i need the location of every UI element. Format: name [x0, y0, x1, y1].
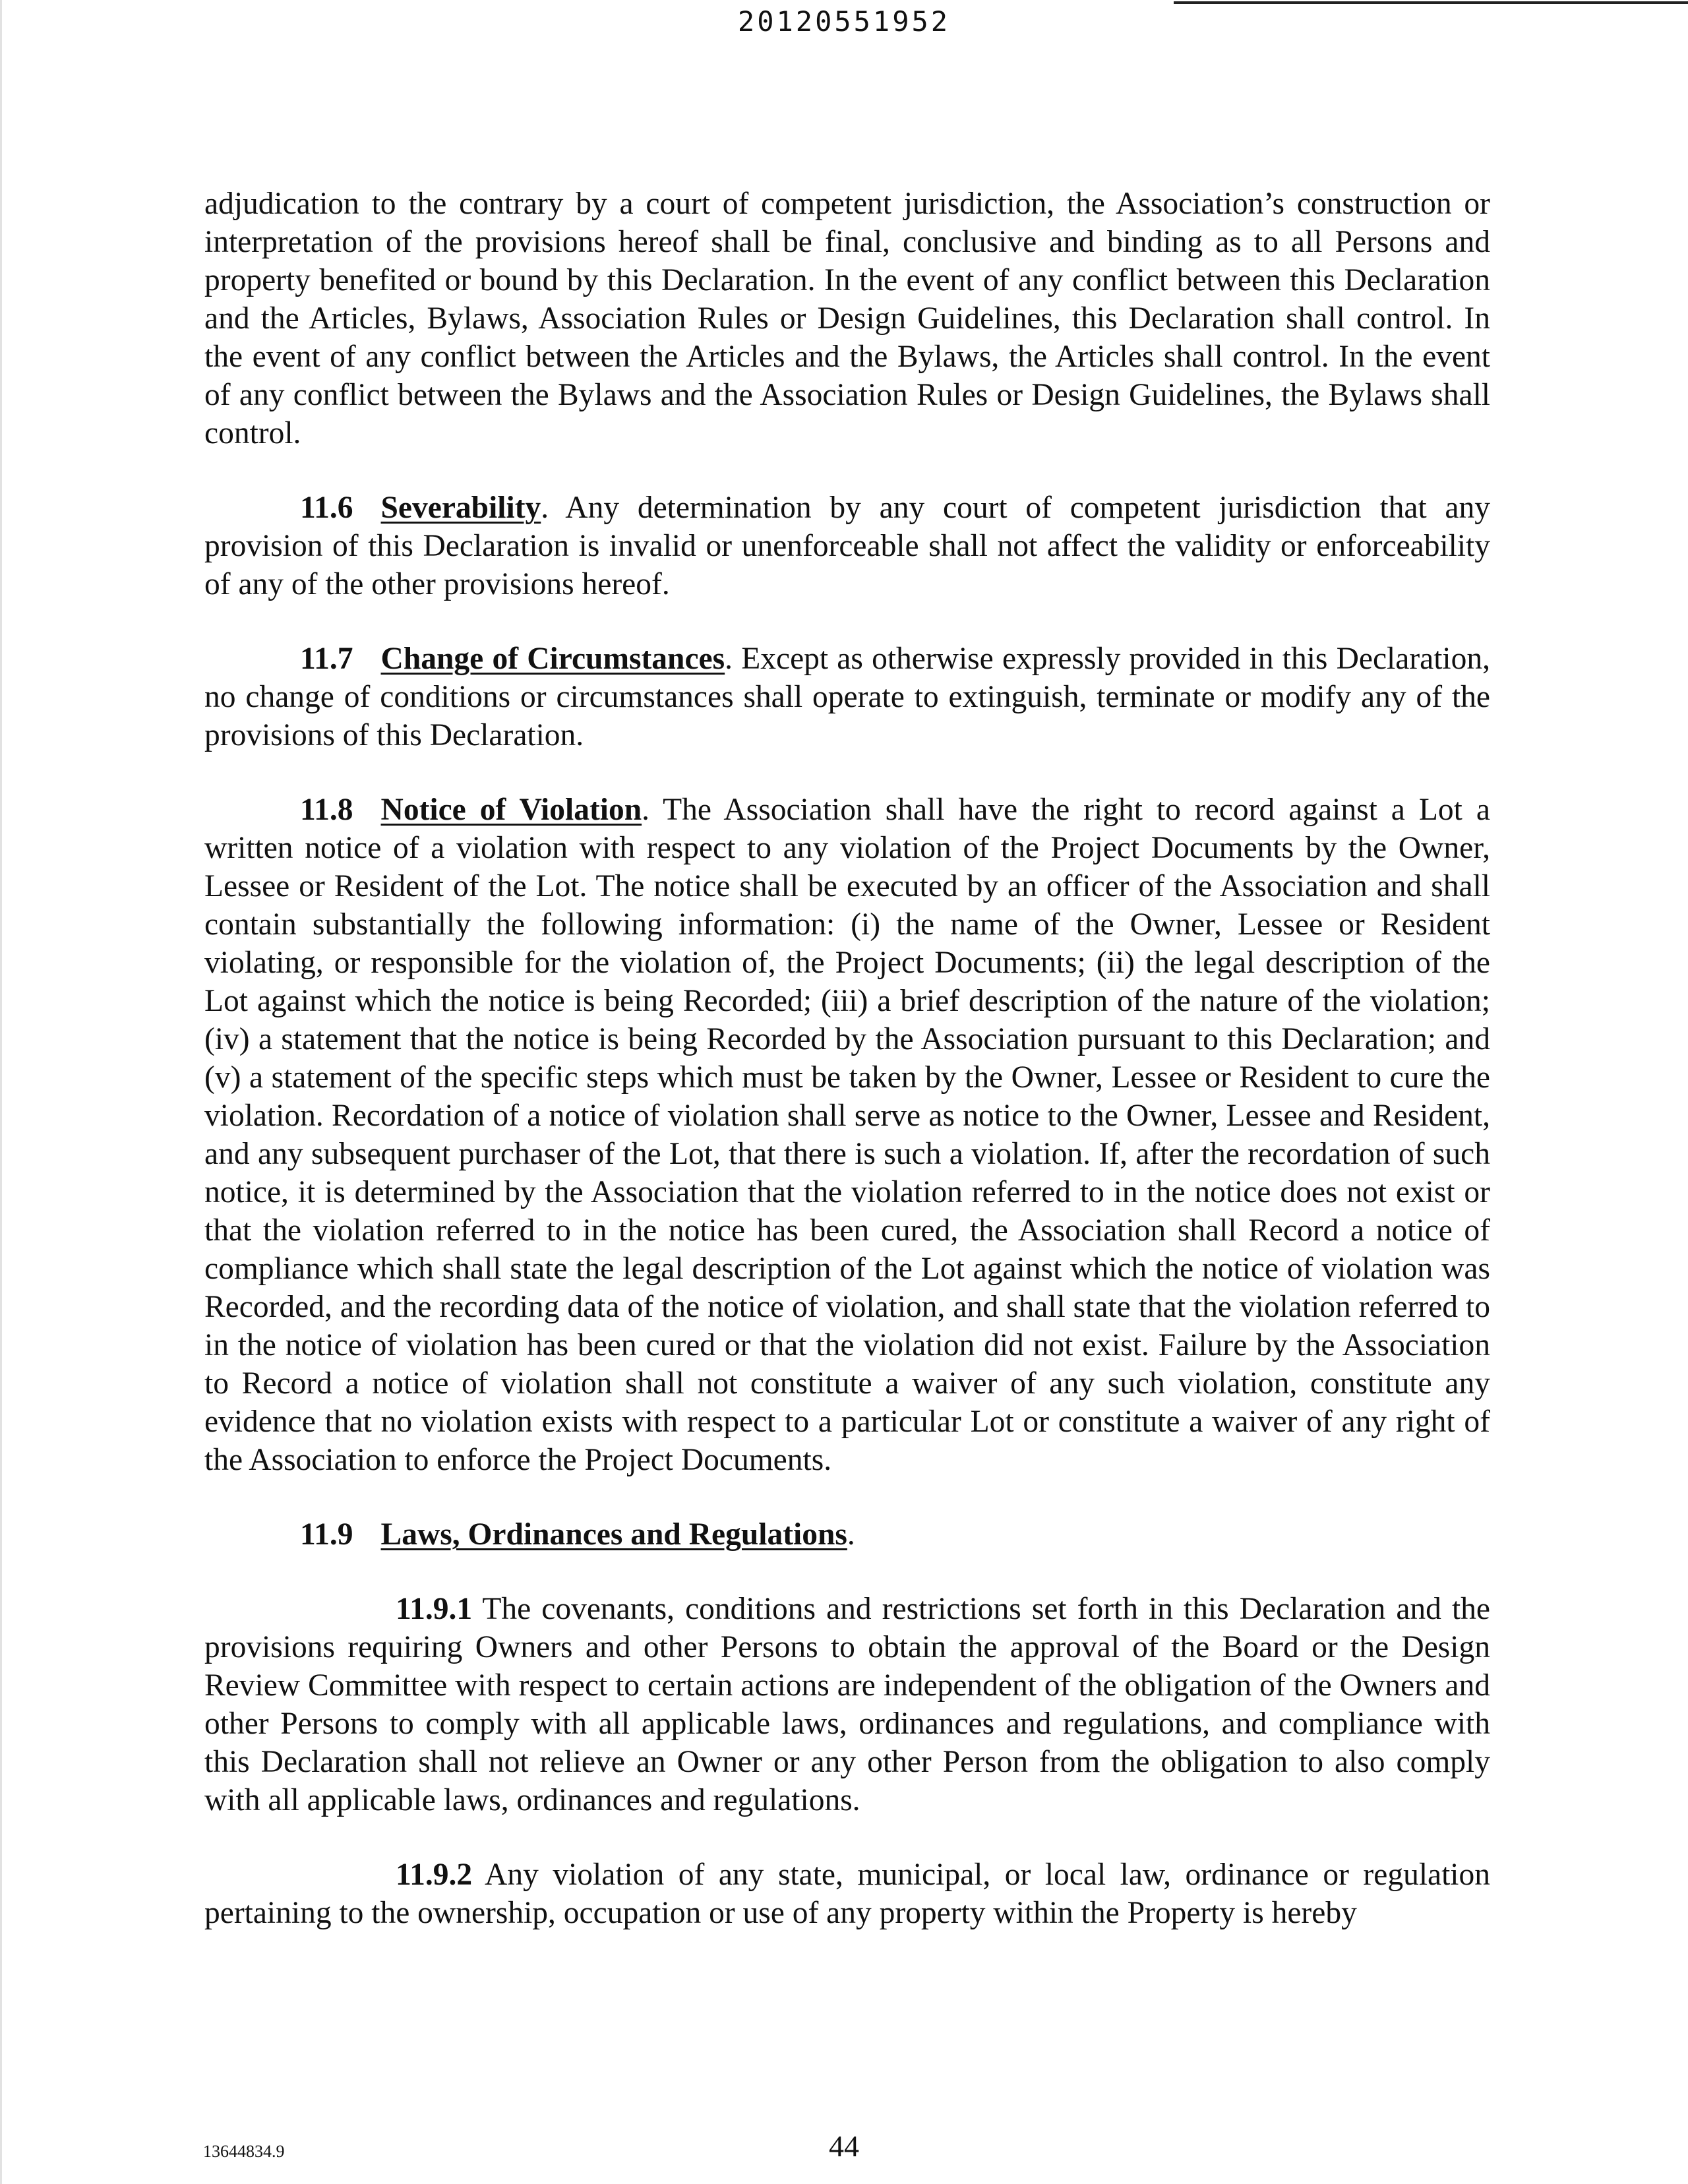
section-11-6: [204, 489, 1490, 603]
document-body: [204, 185, 1490, 1968]
paragraph-continuation: adjudication to the contrary by a court of competent jurisdiction, the Association’s construction or interpretation of the provisions hereof shall be final, conclusive and binding as to all Persons and property benefited or bound by this Declaration. In the event of any conflict between this Declaration and the Articles, Bylaws, Association Rules or Design Guidelines, this Declaration shall control. In the event of any conflict between the Articles and the Bylaws, the Articles shall control. In the event of any conflict between the Bylaws and the Association Rules or Design Guidelines, the Bylaws shall control.: [204, 187, 1490, 450]
footer-document-id: 13644834.9: [203, 2142, 285, 2161]
subsection-number: 11.9.1: [396, 1592, 473, 1626]
section-text: . The Association shall have the right to record against a Lot a written notice of a violation with respect to any violation of the Project Documents by the Owner, Lessee or Resident of the Lot. The notice shall be executed by an officer of the Association and shall contain substantially the following information: (i) the name of the Owner, Lessee or Resident violating, or responsible for the violation of, the Project Documents; (ii) the legal description of the Lot against which the notice is being Recorded; (iii) a brief description of the nature of the violation; (iv) a statement that the notice is being Recorded by the Association pursuant to this Declaration; and (v) a statement of the specific steps which must be taken by the Owner, Lessee or Resident to cure the violation. Recordation of a notice of violation shall serve as notice to the Owner, Lessee and Resident, and any subsequent purchaser of the Lot, that there is such a violation. If, after the recordation of such notice, it is determined by the Association that the violation referred to in the notice does not exist or that the violation referred to in the notice has been cured, the Association shall Record a notice of compliance which shall state the legal description of the Lot against which the notice of violation was Recorded, and the recording data of the notice of violation, and shall state that the violation referred to in the notice of violation has been cured or that the violation did not exist. Failure by the Association to Record a notice of violation shall not constitute a waiver of any such violation, constitute any evidence that no violation exists with respect to a particular Lot or constitute a waiver of any right of the Association to enforce the Project Documents.: [204, 793, 1490, 1477]
section-11-9-2: [204, 1856, 1490, 1932]
section-11-7: [204, 640, 1490, 754]
recording-number: 20120551952: [737, 5, 951, 38]
section-title: Change of Circumstances: [380, 642, 725, 676]
section-title: Laws, Ordinances and Regulations: [380, 1517, 847, 1552]
section-text: . Except as otherwise expressly provided in this Declaration, no change of conditions or circumstances shall operate to extinguish, terminate or modify any of the provisions of this Declaration.: [204, 642, 1491, 752]
section-11-9-1: [204, 1590, 1490, 1819]
subsection-text: The covenants, conditions and restrictions set forth in this Declaration and the provisions requiring Owners and other Persons to obtain the approval of the Board or the Design Review Committee with respect to certain actions are independent of the obligation of the Owners and other Persons to comply with all applicable laws, ordinances and regulations, and compliance with this Declaration shall not relieve an Owner or any other Person from the obligation to also comply with all applicable laws, ordinances and regulations.: [204, 1592, 1490, 1817]
section-title: Severability: [380, 491, 541, 525]
section-number: 11.8: [300, 793, 353, 827]
section-number: 11.6: [300, 491, 353, 525]
section-11-9: [204, 1515, 1490, 1554]
section-11-8: [204, 791, 1490, 1479]
section-text: . Any determination by any court of competent jurisdiction that any provision of this Declaration is invalid or unenforceable shall not affect the validity or enforceability of any of the other provisions hereof.: [204, 491, 1490, 601]
section-text: .: [847, 1517, 855, 1552]
subsection-number: 11.9.2: [396, 1858, 473, 1892]
page-number: 44: [829, 2129, 859, 2163]
subsection-text: Any violation of any state, municipal, or local law, ordinance or regulation pertaining to the ownership, occupation or use of any property within the Property is hereby: [204, 1858, 1490, 1930]
section-number: 11.7: [300, 642, 353, 676]
section-title: Notice of Violation: [380, 793, 642, 827]
top-rule: [1174, 1, 1688, 4]
left-edge-rule: [0, 0, 2, 2184]
section-number: 11.9: [300, 1517, 353, 1552]
